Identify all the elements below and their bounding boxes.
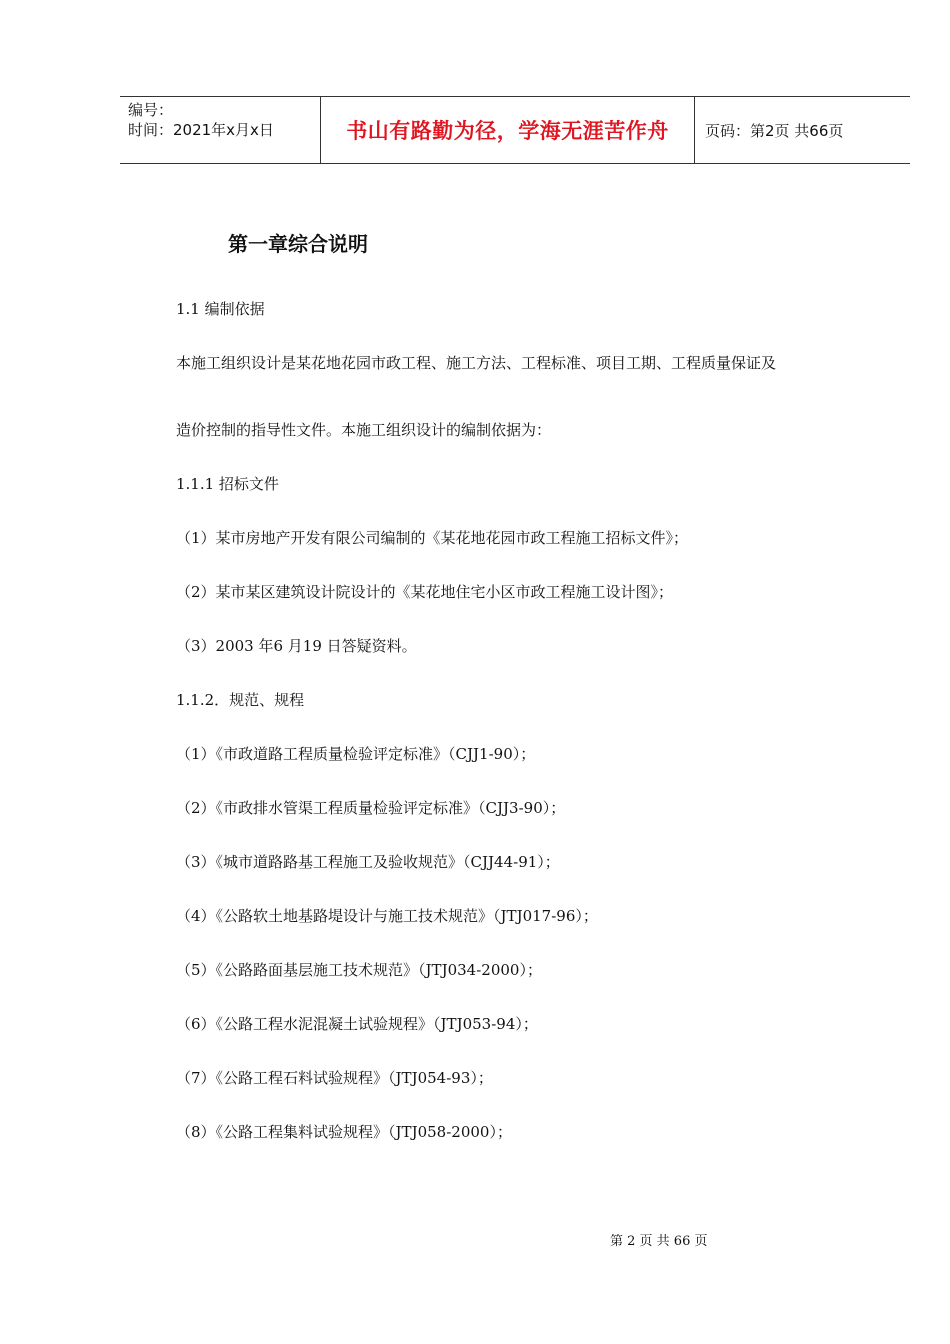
page-header: [120, 96, 910, 164]
list-item: （1）《市政道路工程质量检验评定标准》（CJJ1-90）；: [176, 745, 536, 763]
paragraph-line: 本施工组织设计是某花地花园市政工程、施工方法、工程标准、项目工期、工程质量保证及: [176, 354, 777, 372]
list-item: （5）《公路路面基层施工技术规范》（JTJ034-2000）；: [176, 961, 542, 979]
paragraph-line: 造价控制的指导性文件。本施工组织设计的编制依据为：: [176, 421, 552, 439]
header-motto-cell: [321, 97, 695, 163]
list-item: （1）某市房地产开发有限公司编制的《某花地花园市政工程施工招标文件》；: [176, 529, 689, 547]
section-heading: 1.1 编制依据: [176, 300, 265, 318]
list-item: （3）2003 年6 月19 日答疑资料。: [176, 637, 417, 655]
list-item: （2）《市政排水管渠工程质量检验评定标准》（CJJ3-90）；: [176, 799, 566, 817]
number-label: 编号：: [128, 101, 174, 119]
list-item: （3）《城市道路路基工程施工及验收规范》（CJJ44-91）；: [176, 853, 560, 871]
time-label: 时间：2021年x月x日: [128, 121, 274, 139]
list-item: （4）《公路软土地基路堤设计与施工技术规范》（JTJ017-96）；: [176, 907, 598, 925]
list-item: （8）《公路工程集料试验规程》（JTJ058-2000）；: [176, 1123, 512, 1141]
chapter-title: 第一章综合说明: [228, 232, 368, 256]
list-item: （7）《公路工程石料试验规程》（JTJ054-93）；: [176, 1069, 493, 1087]
header-meta-cell: [120, 97, 321, 163]
header-page-cell: [695, 97, 910, 163]
section-heading: 1.1.1 招标文件: [176, 475, 279, 493]
list-item: （6）《公路工程水泥混凝土试验规程》（JTJ053-94）；: [176, 1015, 538, 1033]
page-info: 页码：第2页 共66页: [705, 121, 844, 140]
motto-text: 书山有路勤为径，学海无涯苦作舟: [346, 118, 669, 143]
page-footer: 第 2 页 共 66 页: [610, 1234, 708, 1249]
list-item: （2）某市某区建筑设计院设计的《某花地住宅小区市政工程施工设计图》；: [176, 583, 674, 601]
section-heading: 1.1.2．规范、规程: [176, 691, 305, 709]
